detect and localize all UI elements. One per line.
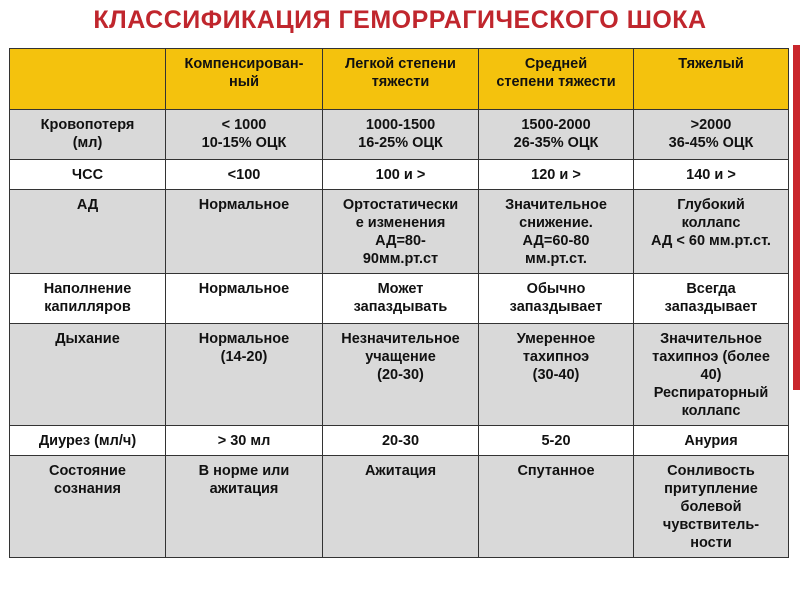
table-cell: 20-30	[323, 426, 479, 456]
table-header-row	[10, 49, 789, 110]
table-row-blood-loss	[10, 110, 789, 160]
table-cell: Ажитация	[323, 456, 479, 558]
table-cell: В норме или ажитация	[166, 456, 323, 558]
table-cell: > 30 мл	[166, 426, 323, 456]
table-cell: Нормальное	[166, 190, 323, 274]
accent-bar	[793, 45, 800, 390]
table-cell: 120 и >	[479, 160, 634, 190]
table-cell: 140 и >	[634, 160, 789, 190]
table-cell: Может запаздывать	[323, 274, 479, 324]
row-label: Дыхание	[10, 324, 166, 426]
table-cell: Значительное тахипноэ (более 40) Респираторный коллапс	[634, 324, 789, 426]
table-row-capillary-refill	[10, 274, 789, 324]
row-label: Наполнение капилляров	[10, 274, 166, 324]
table-cell: 5-20	[479, 426, 634, 456]
header-cell-mild: Легкой степени тяжести	[323, 49, 479, 110]
row-label: АД	[10, 190, 166, 274]
shock-classification-table	[9, 48, 789, 558]
header-cell-compensated: Компенсирован- ный	[166, 49, 323, 110]
table-cell: >2000 36-45% ОЦК	[634, 110, 789, 160]
table-row-breathing	[10, 324, 789, 426]
table-cell: 1500-2000 26-35% ОЦК	[479, 110, 634, 160]
header-cell-empty	[10, 49, 166, 110]
table-cell: 1000-1500 16-25% ОЦК	[323, 110, 479, 160]
table-cell: < 1000 10-15% ОЦК	[166, 110, 323, 160]
table-cell: Нормальное	[166, 274, 323, 324]
table-cell: Всегда запаздывает	[634, 274, 789, 324]
table-cell: <100	[166, 160, 323, 190]
table-row-heart-rate	[10, 160, 789, 190]
row-label: Кровопотеря (мл)	[10, 110, 166, 160]
table-cell: Сонливость притупление болевой чувствитель- ности	[634, 456, 789, 558]
header-cell-moderate: Средней степени тяжести	[479, 49, 634, 110]
table-row-blood-pressure	[10, 190, 789, 274]
row-label: Состояние сознания	[10, 456, 166, 558]
table-cell: Глубокий коллапс АД < 60 мм.рт.ст.	[634, 190, 789, 274]
table-cell: Умеренное тахипноэ (30-40)	[479, 324, 634, 426]
table-cell: 100 и >	[323, 160, 479, 190]
table-cell: Анурия	[634, 426, 789, 456]
header-cell-severe: Тяжелый	[634, 49, 789, 110]
table-cell: Ортостатически е изменения АД=80- 90мм.рт.ст	[323, 190, 479, 274]
row-label: ЧСС	[10, 160, 166, 190]
table-row-consciousness	[10, 456, 789, 558]
table-cell: Незначительное учащение (20-30)	[323, 324, 479, 426]
row-label: Диурез (мл/ч)	[10, 426, 166, 456]
table-cell: Обычно запаздывает	[479, 274, 634, 324]
page-title: КЛАССИФИКАЦИЯ ГЕМОРРАГИЧЕСКОГО ШОКА	[93, 6, 707, 34]
table-cell: Спутанное	[479, 456, 634, 558]
table-cell: Нормальное (14-20)	[166, 324, 323, 426]
table-row-diuresis	[10, 426, 789, 456]
table-cell: Значительное снижение. АД=60-80 мм.рт.ст.	[479, 190, 634, 274]
